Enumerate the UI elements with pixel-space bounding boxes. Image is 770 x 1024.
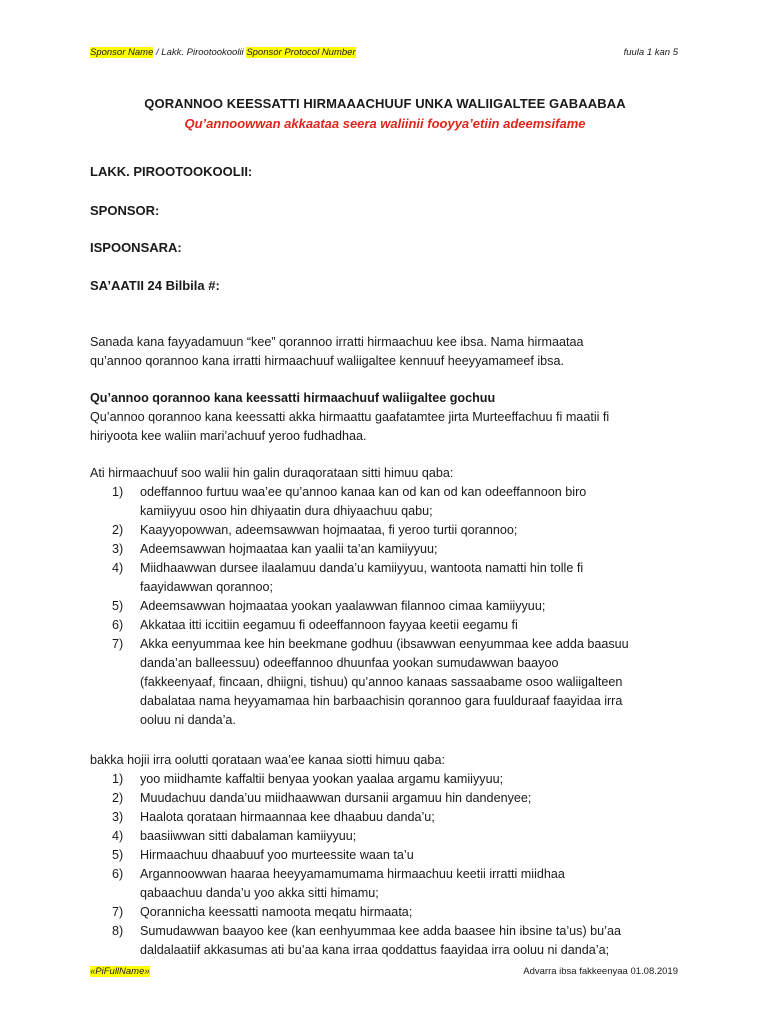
list-item-line: Argannoowwan haaraa heeyyamamumama hirmaachuu keetii irratti miidhaa [140, 867, 565, 881]
list-item [90, 808, 690, 827]
field-protocol: LAKK. PIROOTOOKOOLII: [90, 164, 253, 179]
list-item-number: 7) [112, 905, 124, 919]
list-item-line: baasiiwwan sitti dabalaman kamiiyyuu; [140, 829, 357, 843]
list-item [90, 789, 690, 808]
list-item [90, 521, 690, 540]
list-item [90, 635, 690, 730]
list2-intro: bakka hojii irra oolutti qorataan waa’ee kanaa siotti himuu qaba: [90, 753, 445, 767]
list-item-line: Haalota qorataan hirmaannaa kee dhaabuu danda’u; [140, 810, 435, 824]
list-item-line: Akkataa itti iccitiin eegamuu fi odeeffannoon fayyaa keetii eegamu fi [140, 618, 518, 632]
list-item [90, 483, 690, 521]
list1-intro: Ati hirmaachuuf soo walii hin galin duraqorataan sitti himuu qaba: [90, 466, 454, 480]
section1-line: hiriyoota kee waliin mari’achuuf yeroo fudhadhaa. [90, 429, 367, 443]
header-sponsor-name: Sponsor Name [90, 47, 154, 58]
intro-line: qu’annoo qorannoo kana irratti hirmaachuuf waliigaltee kennuuf heeyyamameef ibsa. [90, 354, 564, 368]
field-saatii: SA’AATII 24 Bilbila #: [90, 278, 220, 293]
list-item-number: 1) [112, 772, 124, 786]
list-item-number: 5) [112, 848, 124, 862]
list-item-line: Adeemsawwan hojmaataa kan yaalii ta’an kamiiyyuu; [140, 542, 438, 556]
footer-version: Advarra ibsa fakkeenyaa 01.08.2019 [523, 966, 678, 977]
intro-paragraph [90, 333, 690, 371]
list-item-line: ooluu ni danda’a. [140, 713, 236, 727]
page-header [90, 47, 678, 58]
list-item [90, 559, 690, 597]
header-protocol-number: Sponsor Protocol Number [246, 47, 356, 58]
list-item [90, 770, 690, 789]
list-item-line: Muudachuu danda’uu miidhaawwan dursanii argamuu hin dandenyee; [140, 791, 532, 805]
list-item-number: 8) [112, 924, 124, 938]
list-item-line: Akka eenyummaa kee hin beekmane godhuu (ibsawwan eenyummaa kee adda baasuu [140, 637, 629, 651]
list-item-number: 7) [112, 637, 124, 651]
list-item-line: Qorannicha keessatti namoota meqatu hirmaata; [140, 905, 413, 919]
list-item-number: 1) [112, 485, 124, 499]
list-item-line: qabaachuu danda’u yoo akka sitti himamu; [140, 886, 379, 900]
list-item-number: 6) [112, 867, 124, 881]
list2-section [90, 751, 690, 960]
list-item-number: 2) [112, 791, 124, 805]
list-item [90, 597, 690, 616]
section1-line: Qu’annoo qorannoo kana keessatti akka hirmaattu gaafatamtee jirta Murteeffachuu fi maatii fi [90, 410, 610, 424]
list-item [90, 540, 690, 559]
list-item-number: 3) [112, 542, 124, 556]
list-item [90, 827, 690, 846]
list-item-line: danda’an balleessuu) odeeffannoo dhuunfaa yookan sumudawwan baayoo [140, 656, 559, 670]
header-protocol-sep: / Lakk. Pirootookoolii [153, 47, 247, 58]
list-item-line: Kaayyopowwan, adeemsawwan hojmaataa, fi yeroo turtii qorannoo; [140, 523, 518, 537]
section1-heading: Qu’annoo qorannoo kana keessatti hirmaachuuf waliigaltee gochuu [90, 391, 496, 405]
list2 [90, 770, 690, 960]
document-subtitle: Qu’annoowwan akkaataa seera waliinii fooyya’etiin adeemsifame [184, 116, 586, 131]
footer-participant-name: «PiFullName» [90, 966, 150, 977]
list1-section [90, 464, 690, 730]
header-protocol [90, 47, 356, 58]
field-ispoonsara: ISPOONSARA: [90, 240, 182, 255]
list-item-line: odeffannoo furtuu waa’ee qu’annoo kanaa kan od kan od kan odeeffannoon biro [140, 485, 587, 499]
list-item-number: 3) [112, 810, 124, 824]
list-item-line: Adeemsawwan hojmaataa yookan yaalawwan filannoo cimaa kamiiyyuu; [140, 599, 546, 613]
page-footer [90, 966, 678, 977]
list1 [90, 483, 690, 730]
list-item-number: 4) [112, 829, 124, 843]
list-item [90, 865, 690, 903]
list-item [90, 846, 690, 865]
list-item-line: faayidawwan qorannoo; [140, 580, 274, 594]
list-item-line: Miidhaawwan dursee ilaalamuu danda’u kamiiyyuu, wantoota namatti hin tolle fi [140, 561, 584, 575]
section1 [90, 389, 690, 446]
list-item [90, 903, 690, 922]
intro-line: Sanada kana fayyadamuun “kee” qorannoo irratti hirmaachuu kee ibsa. Nama hirmaataa [90, 335, 584, 349]
list-item-line: dabalataa nama heyyamamaa hin barbaachisin qorannoo gara fuulduraaf faayidaa irra [140, 694, 623, 708]
header-page-number: fuula 1 kan 5 [623, 47, 678, 58]
list-item [90, 922, 690, 960]
list-item-number: 2) [112, 523, 124, 537]
list-item-line: (fakkeenyaaf, fincaan, dhiigni, tishuu) qu’annoo kanaas sassaabame osoo waliigalteen [140, 675, 623, 689]
list-item-line: Hirmaachuu dhaabuuf yoo murteessite waan ta’u [140, 848, 414, 862]
list-item-number: 4) [112, 561, 124, 575]
list-item-line: kamiiyyuu osoo hin dhiyaatin dura dhiyaachuu qabu; [140, 504, 433, 518]
list-item-line: daldalaatiif akkasumas ati bu’aa kana irraa qoddattus faayidaa irra ooluu ni danda’a; [140, 943, 610, 957]
list-item-number: 6) [112, 618, 124, 632]
document-title: QORANNOO KEESSATTI HIRMAAACHUUF UNKA WALIIGALTEE GABAABAA [144, 96, 626, 111]
list-item-number: 5) [112, 599, 124, 613]
field-sponsor: SPONSOR: [90, 203, 160, 218]
list-item-line: yoo miidhamte kaffaltii benyaa yookan yaalaa argamu kamiiyyuu; [140, 772, 504, 786]
list-item [90, 616, 690, 635]
list-item-line: Sumudawwan baayoo kee (kan eenhyummaa kee adda baasee hin ibsine ta’us) bu’aa [140, 924, 621, 938]
